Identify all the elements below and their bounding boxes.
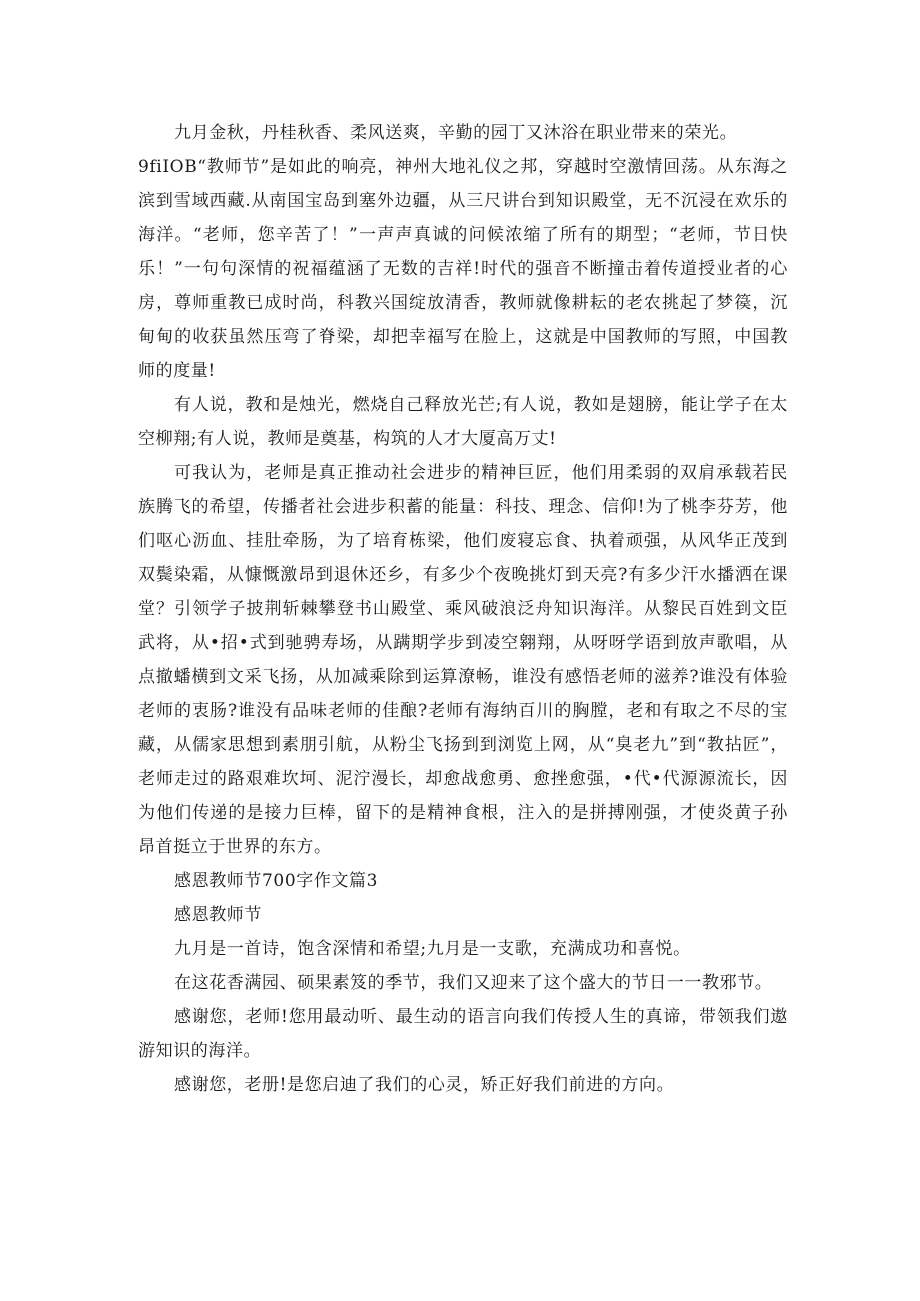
paragraph-opinion: 可我认为，老师是真正推动社会进步的精神巨匠，他们用柔弱的双肩承载若民族腾飞的希望，传播者社会进步积蓄的能量：科技、理念、信仰!为了桃李芬芳，他们呕心沥血、挂肚牵肠，为了培育栋梁，他们废寝忘食、执着顽强，从风华正茂到双鬓染霜，从慷慨激昂到退休还乡，有多少个夜晚挑灯到天亮?有多少汗水播洒在课堂？引领学子披荆斩棘攀登书山殿堂、乘风破浪泛舟知识海洋。从黎民百姓到文臣武将，从•招•式到驰骋寿场，从蹒期学步到凌空翱翔，从呀呀学语到放声歌唱，从点撤蟠横到文采飞扬，从加减乘除到运算潦畅，谁没有感悟老师的滋养?谁没有体验老师的衷肠?谁没有品味老师的佳酿?老师有海纳百川的胸膛，老和有取之不尽的宝藏，从儒家思想到素朋引航，从粉尘飞扬到到浏览上网，从“臭老九”到“教拈匠”，老师走过的路艰难坎坷、泥泞漫长，却愈战愈勇、愈挫愈强，•代•代源源流长，因为他们传递的是接力巨棒，留下的是精神食根，注入的是拼搏刚强，才使炎黄子孙昂首挺立于世界的东方。 (138, 463, 788, 857)
paragraph-teachers-day: 9fiIOB“教师节”是如此的响亮，神州大地礼仪之邦，穿越时空激情回荡。从东海之滨到雪域西藏.从南国宝岛到塞外边疆，从三尺讲台到知识殿堂，无不沉浸在欢乐的海洋。“老师，您辛苦了！”一声声真诚的问候浓缩了所有的期型；“老师，节日快乐！”一句句深情的祝福蕴涵了无数的吉祥!时代的强音不断撞击着传道授业者的心房，尊师重教已成时尚，科教兴国绽放清香，教师就像耕耘的老农挑起了梦篌，沉甸甸的收获虽然压弯了脊梁，却把幸福写在脸上，这就是中国教师的写照，中国教师的度量! (138, 157, 788, 381)
document-page (138, 116, 788, 1102)
essay-subtitle: 感恩教师节 (174, 905, 262, 925)
paragraph-opening: 九月金秋，丹桂秋香、柔风送爽，辛勤的园丁又沐浴在职业带来的荣光。 (174, 123, 738, 143)
paragraph-thanks-2: 感谢您，老册!是您启迪了我们的心灵，矫正好我们前进的方向。 (174, 1075, 675, 1095)
section-title: 感恩教师节700字作文篇3 (174, 871, 379, 891)
paragraph-thanks-1: 感谢您，老师!您用最动听、最生动的语言向我们传授人生的真谛，带领我们遨游知识的海洋。 (138, 1007, 788, 1061)
paragraph-festival: 在这花香满园、硕果素笈的季节，我们又迎来了这个盛大的节日一一教邪节。 (174, 973, 773, 993)
paragraph-metaphors: 有人说，教和是烛光，燃烧自己释放光芒;有人说，教如是翅膀，能让学子在太空柳翔;有人说，教师是奠基，构筑的人才大厦高万丈! (138, 395, 788, 449)
paragraph-september: 九月是一首诗，饱含深情和希望;九月是一支歌，充满成功和喜悦。 (174, 939, 691, 959)
